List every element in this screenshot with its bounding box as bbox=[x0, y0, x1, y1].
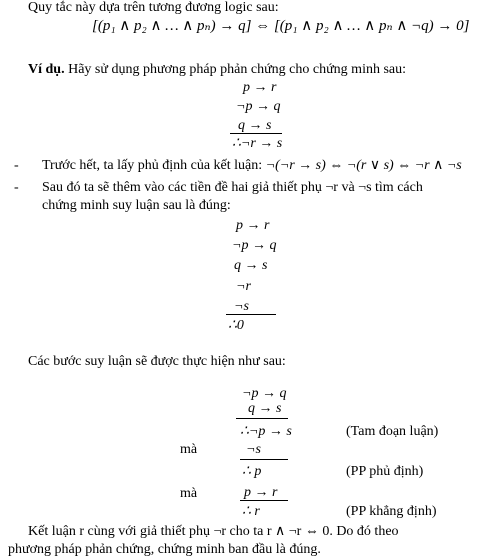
step3-rule bbox=[240, 500, 288, 501]
proof2-conclusion: ∴0 bbox=[228, 318, 244, 333]
intro-formula: [(p₁ ∧ p₂ ∧ … ∧ pₙ) → q] ⇔ [(p₁ ∧ p₂ ∧ … ∧ pₙ ∧ ¬q) → 0] bbox=[92, 18, 470, 34]
steps-intro: Các bước suy luận sẽ được thực hiện như sau: bbox=[28, 354, 286, 369]
proof2-premise: ¬s bbox=[234, 299, 249, 314]
proof2-premise: ¬r bbox=[236, 279, 251, 294]
example-rule bbox=[230, 133, 282, 134]
step1-line: q → s bbox=[248, 401, 282, 416]
step1-note: (Tam đoạn luận) bbox=[346, 424, 439, 439]
bullet-1-text: Trước hết, ta lấy phủ định của kết luận: bbox=[42, 158, 263, 173]
bullet-marker: - bbox=[14, 158, 19, 173]
step2-line: ¬s bbox=[246, 442, 261, 457]
step3-note: (PP khẳng định) bbox=[346, 504, 437, 519]
example-text: Hãy sử dụng phương pháp phản chứng cho chứng minh sau: bbox=[68, 62, 407, 77]
example-conclusion: ∴¬r → s bbox=[232, 136, 283, 151]
step3-prefix: mà bbox=[180, 486, 198, 501]
step2-result: ∴ p bbox=[242, 464, 262, 479]
step2-note: (PP phủ định) bbox=[346, 464, 424, 479]
bullet-marker: - bbox=[14, 180, 19, 195]
step3-line: p → r bbox=[244, 485, 278, 500]
proof2-premise: p → r bbox=[236, 218, 270, 233]
example-label: Ví dụ. bbox=[28, 62, 65, 77]
proof2-rule bbox=[226, 314, 276, 315]
bullet-2-line1: Sau đó ta sẽ thêm vào các tiền đề hai giả thiết phụ ¬r và ¬s tìm cách bbox=[42, 180, 423, 195]
step1-rule bbox=[236, 418, 288, 419]
step3-result: ∴ r bbox=[242, 504, 260, 519]
step1-line: ¬p → q bbox=[242, 386, 287, 401]
example-premise: q → s bbox=[238, 118, 272, 133]
step2-rule bbox=[240, 459, 288, 460]
proof2-premise: q → s bbox=[234, 258, 268, 273]
step1-result: ∴¬p → s bbox=[240, 424, 292, 439]
proof2-premise: ¬p → q bbox=[232, 238, 277, 253]
example-premise: ¬p → q bbox=[236, 99, 281, 114]
example-premise: p → r bbox=[243, 80, 277, 95]
example-heading bbox=[28, 62, 406, 78]
bullet-1-formula: ¬(¬r → s) ⇔ ¬(r ∨ s) ⇔ ¬r ∧ ¬s bbox=[265, 158, 462, 173]
bullet-2-line2: chứng minh suy luận sau là đúng: bbox=[42, 198, 231, 213]
closing-line1: Kết luận r cùng với giả thiết phụ ¬r cho ta r ∧ ¬r ⇔ 0. Do đó theo bbox=[28, 524, 399, 539]
intro-rule-text: Quy tắc này dựa trên tương đương logic sau: bbox=[28, 0, 279, 15]
step2-prefix: mà bbox=[180, 442, 198, 457]
bullet-1 bbox=[42, 158, 462, 174]
closing-line2: phương pháp phản chứng, chứng minh ban đầu là đúng. bbox=[8, 542, 321, 557]
